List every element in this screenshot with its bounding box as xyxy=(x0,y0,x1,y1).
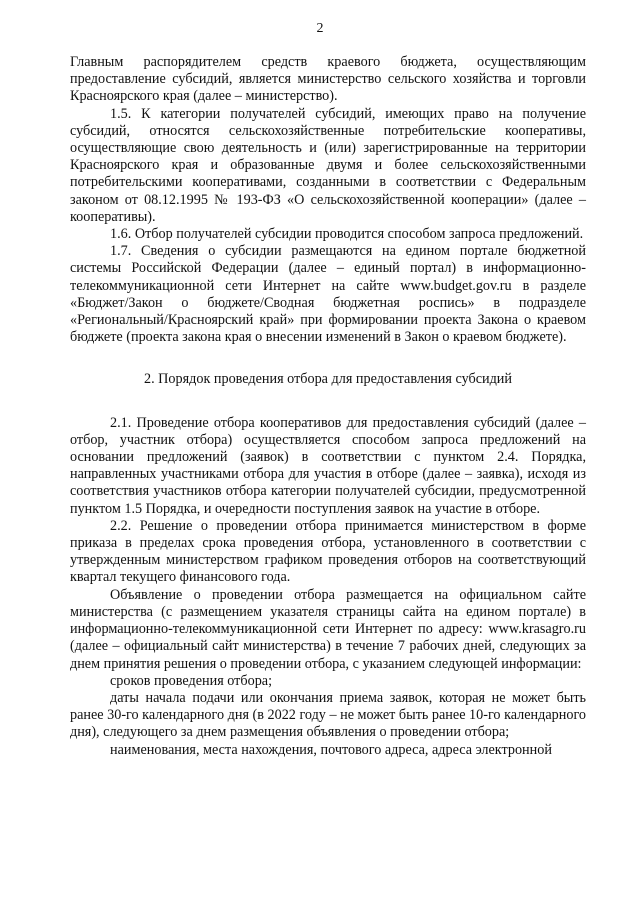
list-item-names: наименования, места нахождения, почтового адреса, адреса электронной xyxy=(110,741,552,758)
paragraph-2-2: 2.2. Решение о проведении отбора принимается министерством в форме приказа в пределах срока проведения отбора, установленного в соответствии с утвержденным министерством графиком проведения отборов на соответствующий квартал текущего финансового года. xyxy=(70,517,586,586)
list-item-terms: сроков проведения отбора; xyxy=(110,672,273,689)
list-item-dates: даты начала подачи или окончания приема заявок, которая не может быть ранее 30-го календарного дня (в 2022 году – не может быть ранее 10-го календарного дня), следующего за днем размещения объявления о проведении отбора; xyxy=(70,689,586,741)
paragraph-main-distributor: Главным распорядителем средств краевого бюджета, осуществляющим предоставление субсидий, является министерство сельского хозяйства и торговли Красноярского края (далее – министерство). xyxy=(70,54,586,105)
section-heading: 2. Порядок проведения отбора для предоставления субсидий xyxy=(143,371,512,388)
document-body xyxy=(70,54,586,759)
paragraph-2-1: 2.1. Проведение отбора кооперативов для предоставления субсидий (далее – отбор, участник отбора) осуществляется способом запроса предложений на основании предложений (заявок) в соответствии с пунктом 2.4. Порядка, направленных участниками отбора для участия в отборе (далее – заявка), исходя из соответствия участников отбора категории получателей субсидии, предусмотренной пунктом 1.5 Порядка, и очередности поступления заявок на участие в отборе. xyxy=(70,414,586,517)
paragraph-1-6: 1.6. Отбор получателей субсидии проводится способом запроса предложений. xyxy=(110,226,584,243)
paragraph-1-5: 1.5. К категории получателей субсидий, имеющих право на получение субсидий, относятся сельскохозяйственные потребительские кооперативы, осуществляющие свою деятельность и (или) зарегистрированные на территории Красноярского края и образованные двумя и более сельскохозяйственными потребительскими кооперативами, созданными в соответствии с Федеральным законом от 08.12.1995 № 193-ФЗ «О сельскохозяйственной кооперации» (далее – кооперативы). xyxy=(70,105,586,225)
paragraph-announcement: Объявление о проведении отбора размещается на официальном сайте министерства (с размещением указателя страницы сайта на едином портале) в информационно-телекоммуникационной сети Интернет по адресу: www.krasagro.ru (далее – официальный сайт министерства) в течение 7 рабочих дней, следующих за днем принятия решения о проведении отбора, с указанием следующей информации: xyxy=(70,586,586,672)
page-number: 2 xyxy=(316,21,324,36)
paragraph-1-7: 1.7. Сведения о субсидии размещаются на едином портале бюджетной системы Российской Федерации (далее – единый портал) в информационно-телекоммуникационной сети Интернет на сайте www.budget.gov.ru в разделе «Бюджет/Закон о бюджете/Сводная бюджетная роспись» в подразделе «Региональный/Красноярский край» при формировании проекта Закона о краевом бюджете (проекта закона края о внесении изменений в Закон о краевом бюджете). xyxy=(70,243,586,346)
